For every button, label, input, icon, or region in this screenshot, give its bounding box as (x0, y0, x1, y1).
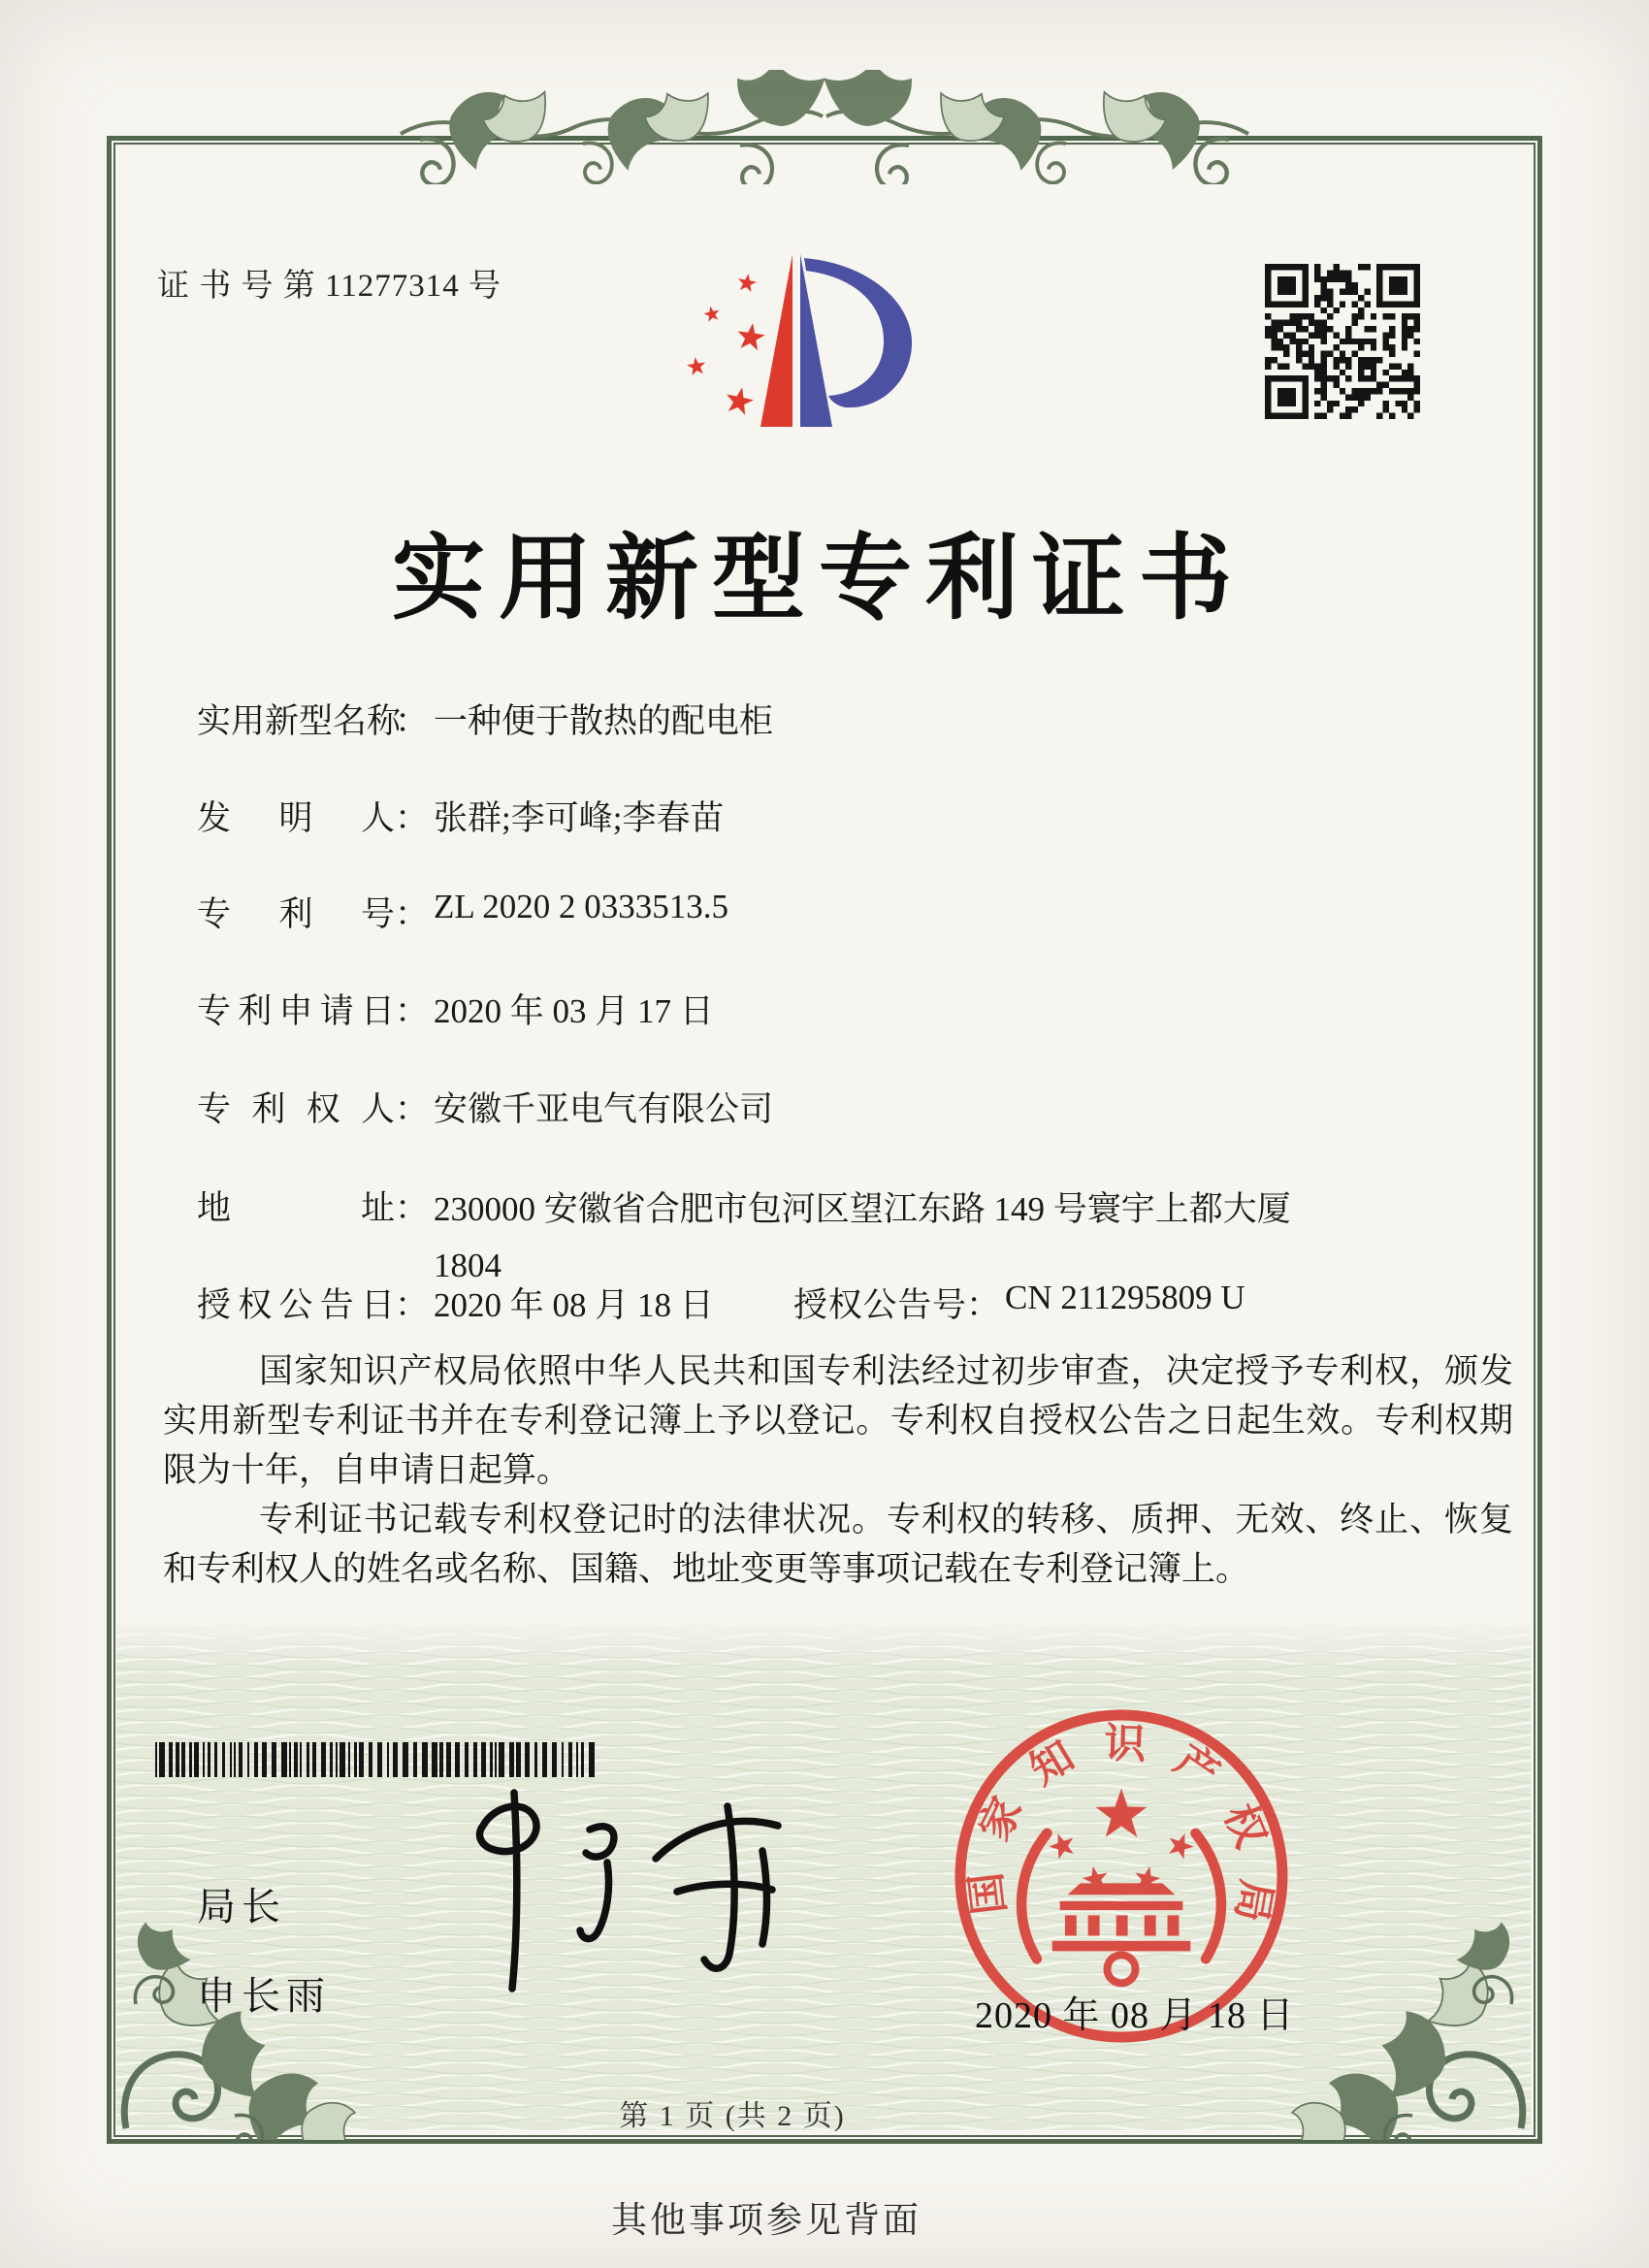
field-value: 2020 年 08 月 18 日 (434, 1286, 714, 1324)
field-label: 地址 (197, 1189, 395, 1227)
legal-text-block (163, 1346, 1513, 1594)
logo-stars (686, 273, 766, 416)
field-label: 专利申请日 (197, 992, 395, 1030)
cnipa-logo-icon (679, 248, 923, 435)
field-row-inventor (197, 792, 724, 840)
field-colon: ： (395, 1286, 430, 1324)
logo-red-spire (760, 254, 792, 427)
field-value: ZL 2020 2 0333513.5 (434, 888, 728, 925)
field-colon: ： (395, 1090, 430, 1128)
field-row-patentee (197, 1083, 773, 1131)
field-value (434, 1182, 1291, 1294)
address-line-1: 230000 安徽省合肥市包河区望江东路 149 号寰宇上都大厦 (434, 1190, 1291, 1228)
field-label: 发明人 (197, 799, 395, 837)
field-label: 专利号 (197, 895, 395, 933)
field-value: 一种便于散热的配电柜 (434, 702, 774, 740)
field-label: 授权公告日 (197, 1286, 395, 1324)
field-label: 实用新型名称 (197, 702, 402, 740)
field-colon: ： (395, 992, 430, 1030)
qr-code (1265, 264, 1420, 419)
field-colon: ： (395, 702, 430, 740)
seal-ring-text: 国家知识产权局 (963, 1721, 1279, 1926)
legal-paragraph-1: 国家知识产权局依照中华人民共和国专利法经过初步审查，决定授予专利权，颁发实用新型专利证书并在专利登记簿上予以登记。专利权自授权公告之日起生效。专利权期限为十年，自申请日起算。 (163, 1352, 1513, 1489)
seal-date: 2020 年 08 月 18 日 (975, 1995, 1295, 2036)
legal-paragraph-2: 专利证书记载专利权登记时的法律状况。专利权的转移、质押、无效、终止、恢复和专利权人的姓名或名称、国籍、地址变更等事项记载在专利登记簿上。 (163, 1501, 1513, 1588)
field-value: 张群;李可峰;李春苗 (434, 799, 725, 837)
certificate-title: 实用新型专利证书 (392, 527, 1245, 631)
page-number: 第 1 页 (共 2 页) (619, 2100, 846, 2132)
field-row-grant-no (793, 1279, 1245, 1327)
top-floral-ornament (393, 70, 1256, 184)
field-label: 授权公告号 (793, 1286, 966, 1324)
officer-title: 局长 (197, 1886, 286, 1928)
field-row-filing-date (197, 985, 714, 1033)
field-row-patent-no (197, 888, 728, 936)
field-value: CN 211295809 U (1005, 1279, 1245, 1316)
national-emblem-icon (1021, 1789, 1221, 1984)
field-colon: ： (395, 1189, 430, 1227)
field-colon: ： (966, 1286, 1001, 1324)
field-label: 专利权人 (197, 1090, 395, 1128)
field-row-address (197, 1182, 1291, 1294)
field-value: 安徽千亚电气有限公司 (434, 1090, 774, 1128)
director-signature-icon (427, 1787, 844, 2010)
field-colon: ： (395, 799, 430, 837)
field-value: 2020 年 03 月 17 日 (434, 992, 714, 1030)
barcode (155, 1742, 603, 1777)
back-side-note: 其他事项参见背面 (611, 2201, 922, 2241)
field-row-name (197, 695, 773, 743)
logo-blue-wedge (800, 254, 832, 427)
address-line-2: 1804 (434, 1247, 501, 1284)
field-row-grant-date (197, 1279, 714, 1327)
certificate-number: 证 书 号 第 11277314 号 (157, 269, 502, 304)
officer-name: 申长雨 (197, 1975, 331, 2018)
field-colon: ： (395, 895, 430, 933)
